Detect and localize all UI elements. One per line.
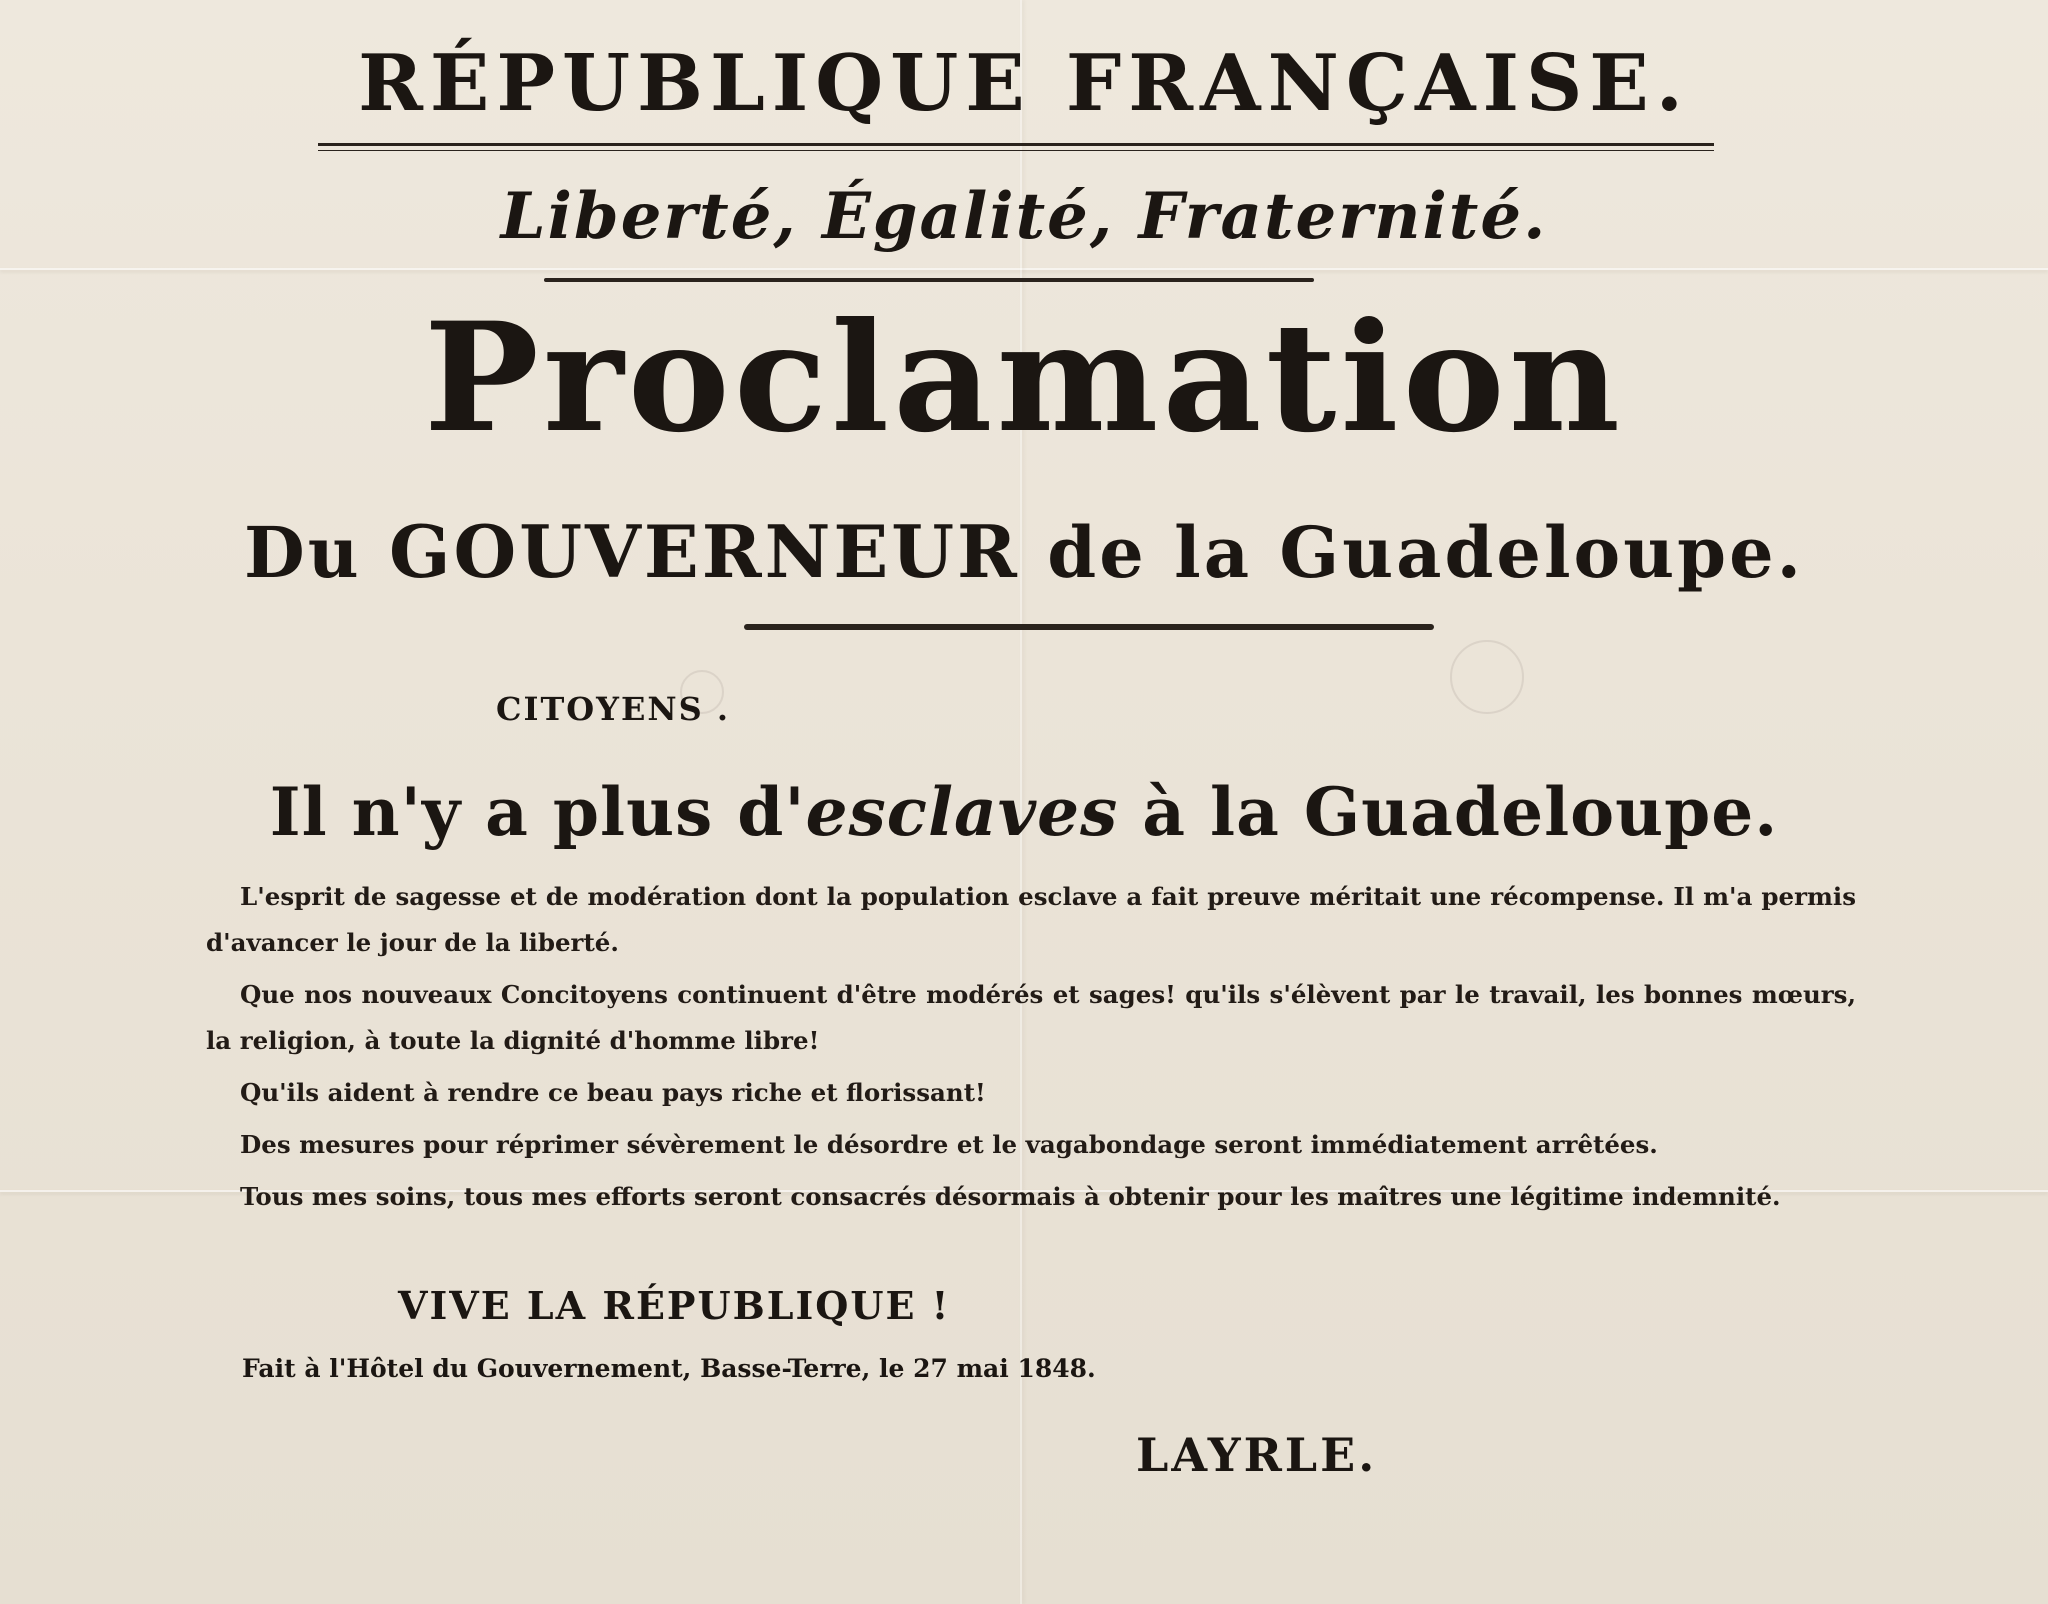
body-paragraph: Des mesures pour réprimer sévèrement le désordre et le vagabondage seront immédiatement arrêtées. (240, 1130, 1658, 1159)
signature: LAYRLE. (1136, 1428, 1378, 1482)
body-paragraph: L'esprit de sagesse et de modération dont la population esclave a fait preuve méritait une récompense. Il m'a permis d'avancer le jour de la liberté. (206, 882, 1856, 957)
headline (0, 764, 2048, 860)
motto-rule (544, 278, 1314, 282)
subtitle-du: Du (244, 511, 389, 594)
salutation: CITOYENS . (496, 690, 730, 728)
paper-stain (1450, 640, 1524, 714)
title-proclamation: Proclamation (423, 290, 1625, 466)
header-rule-thin (318, 150, 1714, 151)
proclamation-body (206, 874, 1856, 1226)
subtitle-rule (744, 624, 1434, 630)
subtitle-gouverneur (0, 504, 2048, 601)
vive-la-republique: VIVE LA RÉPUBLIQUE ! (398, 1283, 951, 1328)
body-paragraph: Tous mes soins, tous mes efforts seront consacrés désormais à obtenir pour les maîtres une légitime indemnité. (240, 1182, 1781, 1211)
headline-end: à la Guadeloupe. (1118, 773, 1779, 851)
body-paragraph: Que nos nouveaux Concitoyens continuent d'être modérés et sages! qu'ils s'élèvent par le travail, les bonnes mœurs, la religion, à toute la dignité d'homme libre! (206, 980, 1856, 1055)
body-paragraph: Qu'ils aident à rendre ce beau pays riche et florissant! (240, 1078, 986, 1107)
subtitle-rest: de la Guadeloupe. (1019, 511, 1804, 594)
motto: Liberté, Égalité, Fraternité. (500, 179, 1548, 254)
date-place-line: Fait à l'Hôtel du Gouvernement, Basse-Terre, le 27 mai 1848. (242, 1354, 1096, 1383)
header-rule (318, 143, 1714, 146)
subtitle-gouverneur-caps: GOUVERNEUR (389, 509, 1020, 594)
headline-start: Il n'y a plus d' (269, 773, 806, 851)
paper-fold (0, 268, 2048, 270)
headline-italic: esclaves (805, 773, 1119, 851)
header-republique: RÉPUBLIQUE FRANÇAISE. (358, 38, 1690, 129)
